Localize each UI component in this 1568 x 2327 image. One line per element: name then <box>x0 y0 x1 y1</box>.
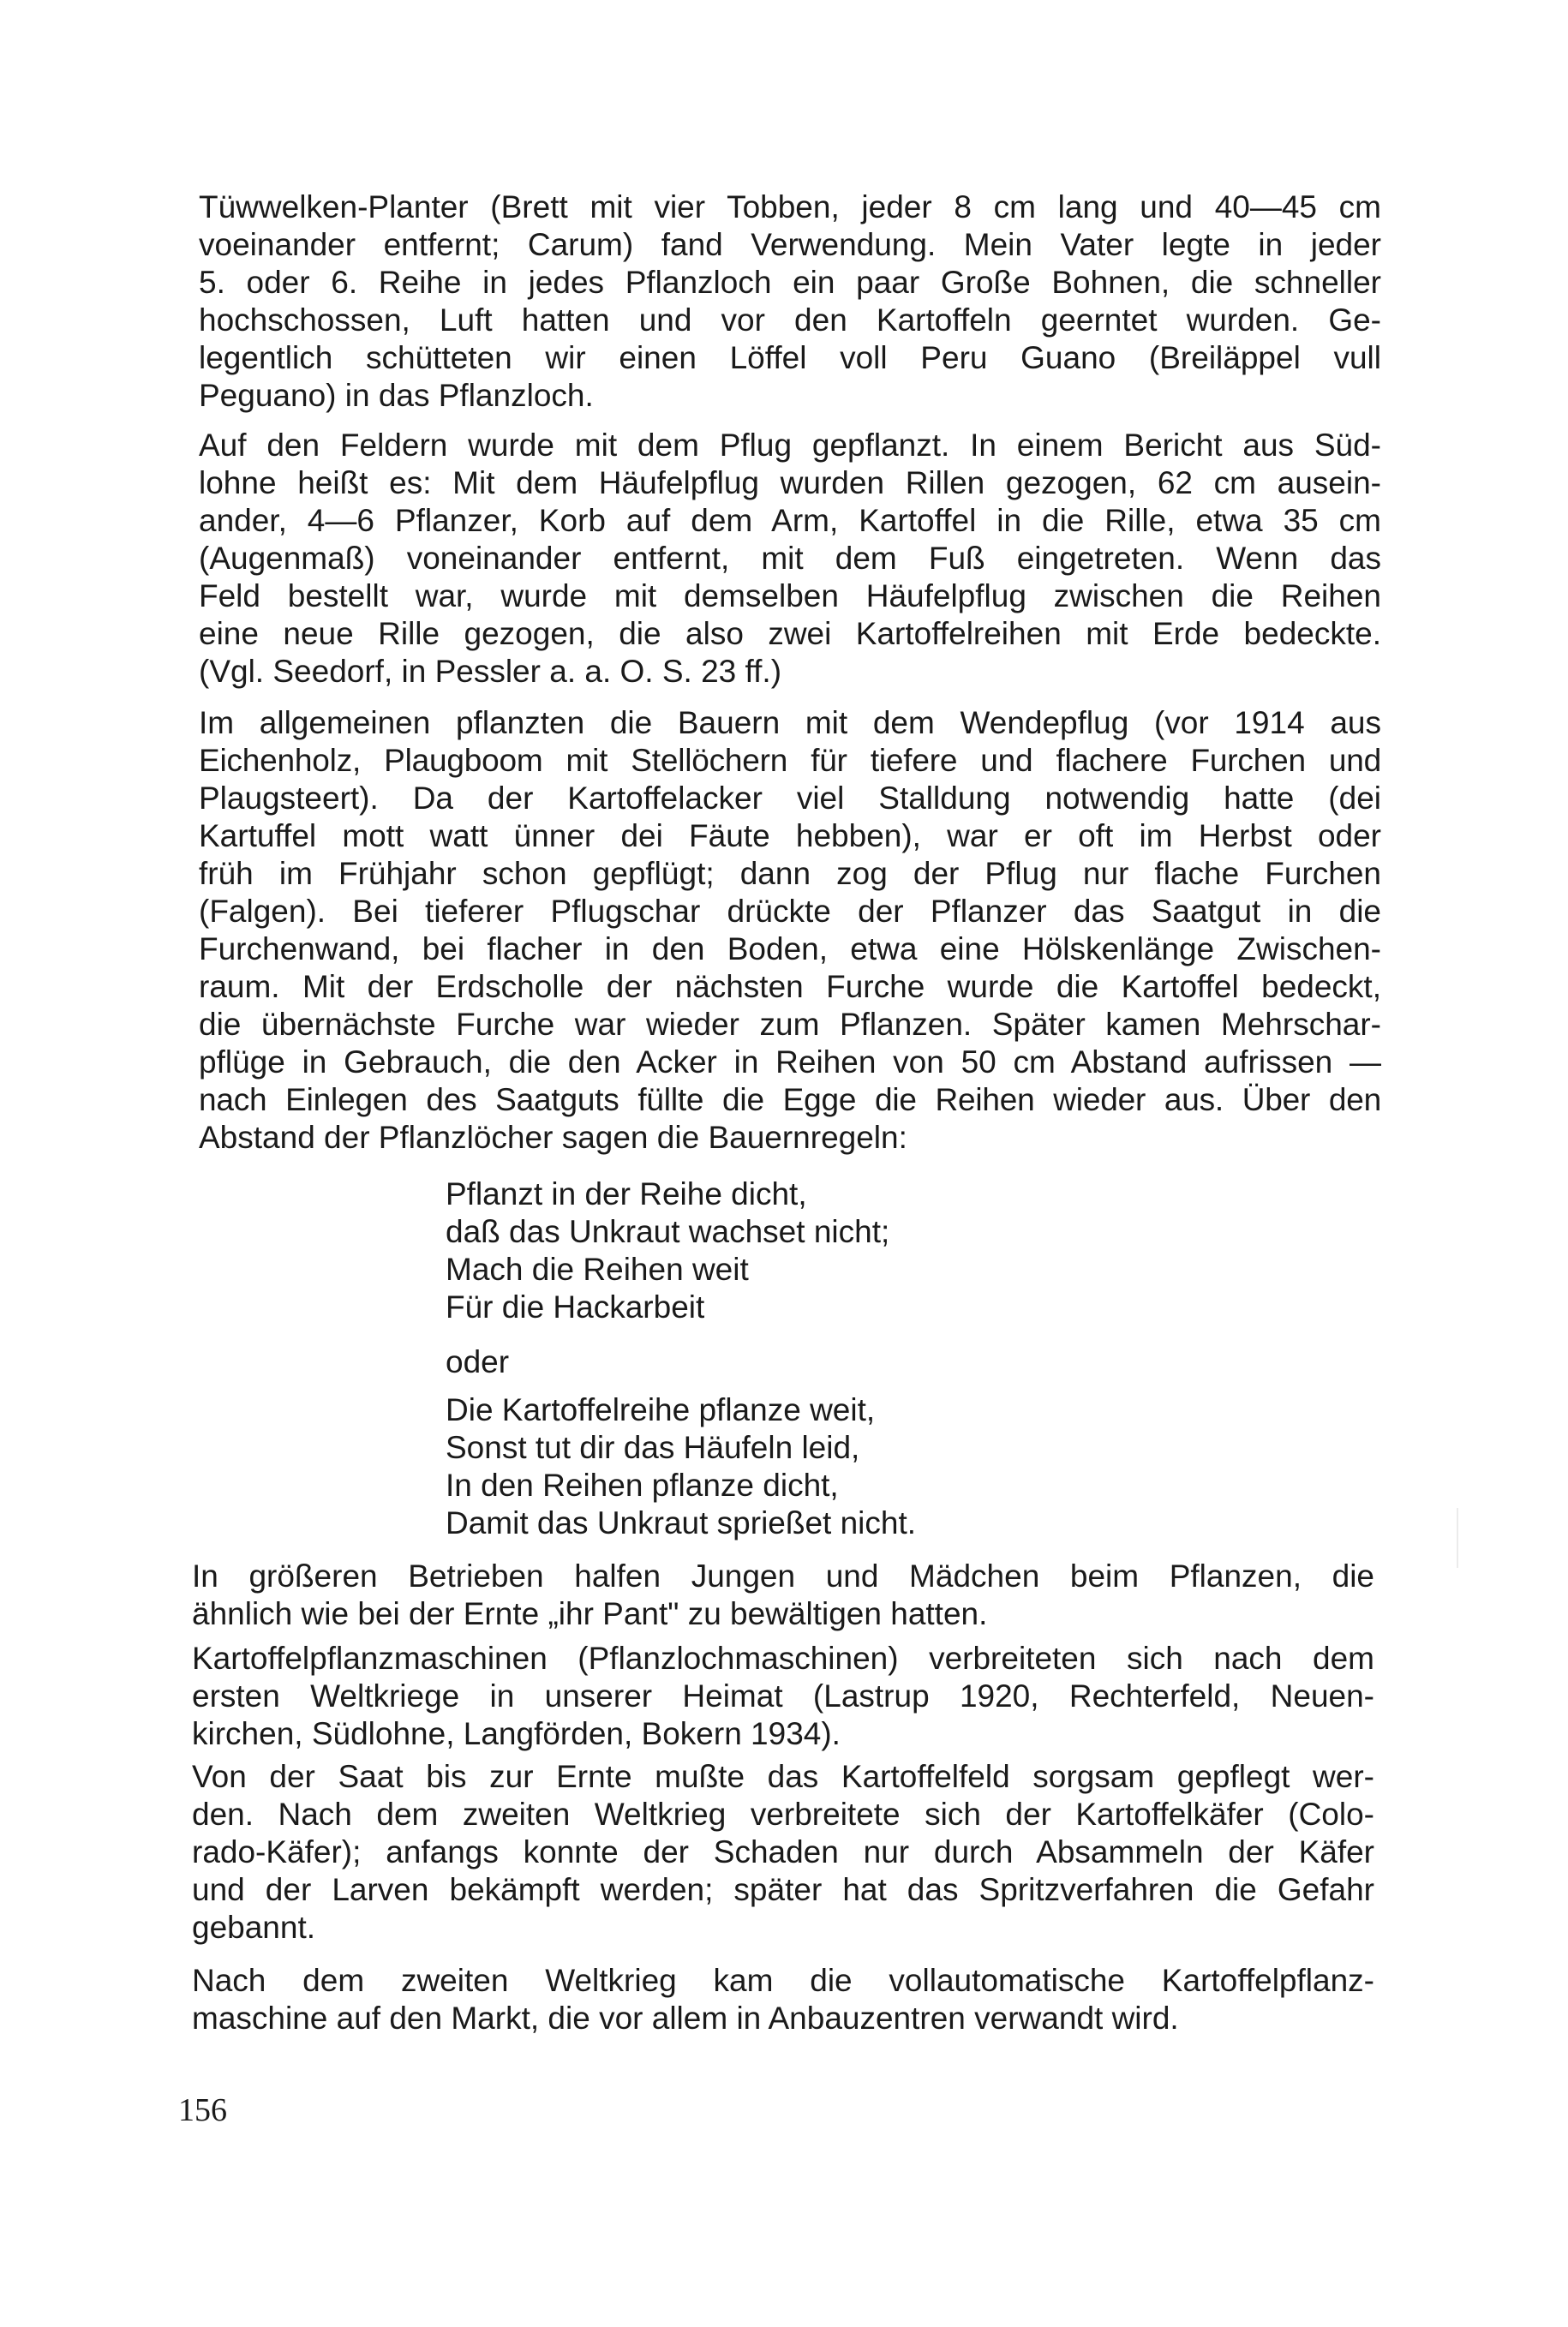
text-line: den. Nach dem zweiten Weltkrieg verbreitete sich der Kartoffelkäfer (Colo- <box>192 1797 1374 1832</box>
text-line: Feld bestellt war, wurde mit demselben Häufelpflug zwischen die Reihen <box>199 578 1381 613</box>
paragraph-5 <box>192 1640 1374 1753</box>
text-line: Peguano) in das Pflanzloch. <box>199 378 594 413</box>
text-line: (Vgl. Seedorf, in Pessler a. a. O. S. 23 ff.) <box>199 654 782 689</box>
text-line: gebannt. <box>192 1910 316 1945</box>
text-line: Kartoffelpflanzmaschinen (Pflanzlochmaschinen) verbreiteten sich nach dem <box>192 1641 1374 1676</box>
text-line: Kartuffel mott watt ünner dei Fäute hebben), war er oft im Herbst oder <box>199 818 1381 853</box>
rule-separator <box>446 1343 509 1381</box>
text-line: Von der Saat bis zur Ernte mußte das Kartoffelfeld sorgsam gepflegt wer- <box>192 1759 1374 1794</box>
verse-line: Sonst tut dir das Häufeln leid, <box>446 1430 860 1465</box>
text-line: voeinander entfernt; Carum) fand Verwendung. Mein Vater legte in jeder <box>199 227 1381 262</box>
text-line: früh im Frühjahr schon gepflügt; dann zog der Pflug nur flache Furchen <box>199 856 1381 891</box>
text-line: pflüge in Gebrauch, die den Acker in Reihen von 50 cm Abstand aufrissen — <box>199 1044 1381 1080</box>
paragraph-7 <box>192 1962 1374 2037</box>
text-line: eine neue Rille gezogen, die also zwei Kartoffelreihen mit Erde bedeckte. <box>199 616 1381 651</box>
text-line: (Falgen). Bei tieferer Pflugschar drückte der Pflanzer das Saatgut in die <box>199 894 1381 929</box>
verse-line: Damit das Unkraut sprießet nicht. <box>446 1505 917 1540</box>
text-line: Abstand der Pflanzlöcher sagen die Bauernregeln: <box>199 1120 907 1155</box>
paragraph-2 <box>199 427 1381 691</box>
verse-line: In den Reihen pflanze dicht, <box>446 1468 839 1503</box>
text-line: (Augenmaß) voneinander entfernt, mit dem Fuß eingetreten. Wenn das <box>199 541 1381 576</box>
text-line: ähnlich wie bei der Ernte „ihr Pant" zu bewältigen hatten. <box>192 1596 988 1631</box>
verse-line: Die Kartoffelreihe pflanze weit, <box>446 1392 876 1427</box>
text-line: maschine auf den Markt, die vor allem in Anbauzentren verwandt wird. <box>192 2001 1179 2036</box>
text-line: und der Larven bekämpft werden; später hat das Spritzverfahren die Gefahr <box>192 1872 1374 1907</box>
verse-line: daß das Unkraut wachset nicht; <box>446 1214 890 1249</box>
text-line: raum. Mit der Erdscholle der nächsten Furche wurde die Kartoffel bedeckt, <box>199 969 1381 1004</box>
paragraph-6 <box>192 1758 1374 1947</box>
text-line: kirchen, Südlohne, Langförden, Bokern 1934). <box>192 1716 841 1751</box>
verse-line: Pflanzt in der Reihe dicht, <box>446 1176 807 1211</box>
text-line: Plaugsteert). Da der Kartoffelacker viel Stalldung notwendig hatte (dei <box>199 781 1381 816</box>
text-line: Nach dem zweiten Weltkrieg kam die vollautomatische Kartoffelpflanz- <box>192 1963 1374 1998</box>
text-line: Furchenwand, bei flacher in den Boden, etwa eine Hölskenlänge Zwischen- <box>199 931 1381 966</box>
paragraph-3 <box>199 704 1381 1157</box>
text-line: rado-Käfer); anfangs konnte der Schaden nur durch Absammeln der Käfer <box>192 1834 1374 1869</box>
text-line: die übernächste Furche war wieder zum Pflanzen. Später kamen Mehrschar- <box>199 1007 1381 1042</box>
text-line: nach Einlegen des Saatguts füllte die Egge die Reihen wieder aus. Über den <box>199 1082 1381 1117</box>
text-line: Tüwwelken-Planter (Brett mit vier Tobben, jeder 8 cm lang und 40—45 cm <box>199 189 1381 224</box>
verse-line: Für die Hackarbeit <box>446 1289 705 1325</box>
text-line: hochschossen, Luft hatten und vor den Kartoffeln geerntet wurden. Ge- <box>199 302 1381 338</box>
paragraph-1 <box>199 188 1381 415</box>
text-line: 5. oder 6. Reihe in jedes Pflanzloch ein paar Große Bohnen, die schneller <box>199 265 1381 300</box>
verse-line: Mach die Reihen weit <box>446 1252 749 1287</box>
page-number: 156 <box>178 2092 227 2128</box>
text-line: Im allgemeinen pflanzten die Bauern mit dem Wendepflug (vor 1914 aus <box>199 705 1381 740</box>
text-line: Eichenholz, Plaugboom mit Stellöchern für tiefere und flachere Furchen und <box>199 743 1381 778</box>
text-line: In größeren Betrieben halfen Jungen und Mädchen beim Pflanzen, die <box>192 1558 1374 1594</box>
farmers-rule-2 <box>446 1391 916 1542</box>
text-line: ander, 4—6 Pflanzer, Korb auf dem Arm, Kartoffel in die Rille, etwa 35 cm <box>199 503 1381 538</box>
text-line: ersten Weltkriege in unserer Heimat (Lastrup 1920, Rechterfeld, Neuen- <box>192 1678 1374 1714</box>
text-line: Auf den Feldern wurde mit dem Pflug gepflanzt. In einem Bericht aus Süd- <box>199 428 1381 463</box>
text-line: legentlich schütteten wir einen Löffel voll Peru Guano (Breiläppel vull <box>199 340 1381 375</box>
text-line: lohne heißt es: Mit dem Häufelpflug wurden Rillen gezogen, 62 cm ausein- <box>199 465 1381 500</box>
scan-artifact <box>1457 1508 1458 1568</box>
farmers-rule-1 <box>446 1175 889 1326</box>
separator-word: oder <box>446 1344 510 1379</box>
paragraph-4 <box>192 1558 1374 1633</box>
